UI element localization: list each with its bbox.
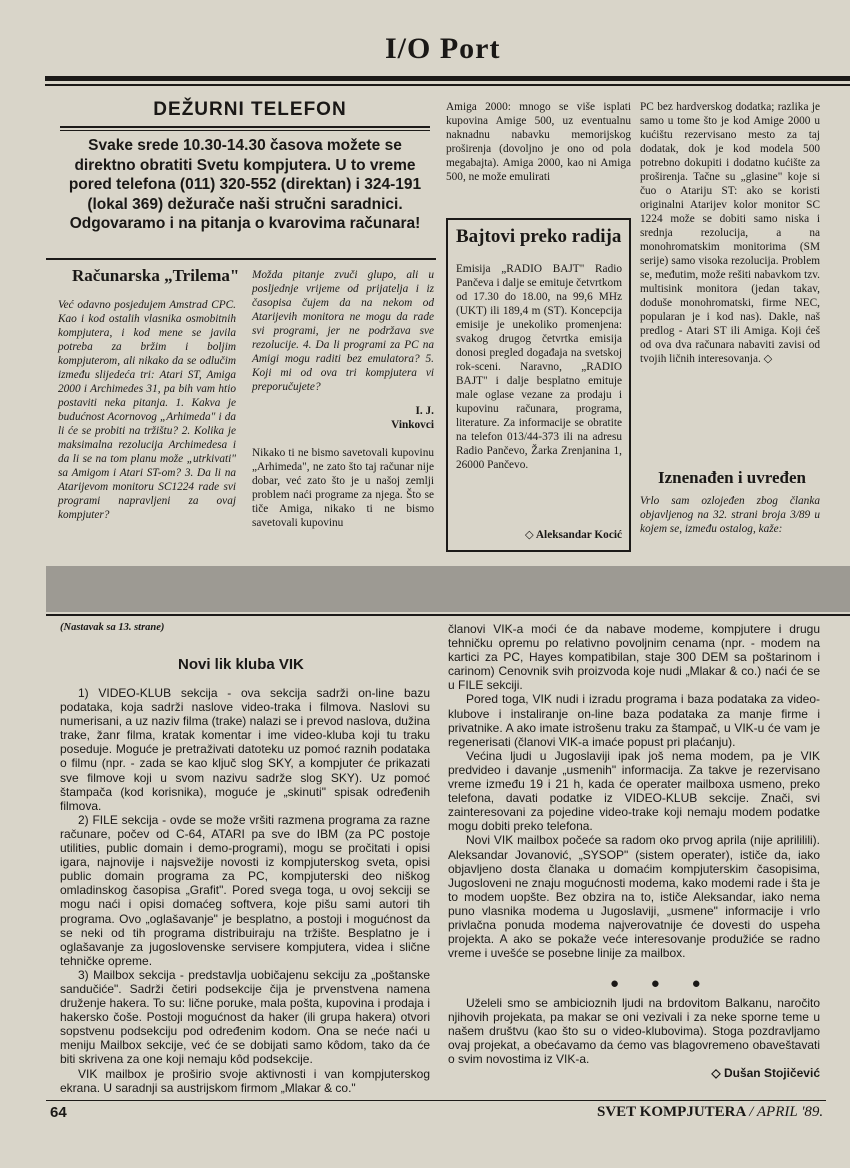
paragraph: članovi VIK-a moći će da nabave modeme, kompjutere i drugu tehničku opremu po relativno povoljnim cenama (npr. - modem na kartici za PC, Hayes kompatibilan, staje 300 DEM sa poštarinom i carinom) Cenovnik svih proizvoda koje nudi „Mlakar & co.) naći će se u FILE sekciji. xyxy=(448,622,820,693)
radio-body: Emisija „RADIO BAJT" Radio Pančeva i dalje se emituje četvrtkom od 17.30 do 18.00, na 99,6 MHz (UKT) ili 189,4 m (ST). Koncepcija emisije je unekoliko promenjena: svakog drugog četvrtka emisija donosi pregled događaja na svetskoj rok-sceni. Naravno, „RADIO BAJT" i dalje besplatno emituje male oglase vezane za prodaju i kupovinu računara, programa, literature. Za informacije se obratite na telefon 013/44-373 ili na adresu Radio Pančevo, Žarka Zrenjanina 1, 26000 Pančevo. xyxy=(456,263,622,471)
dezurni-rule-thin xyxy=(60,130,430,131)
paragraph: VIK mailbox je proširio svoje aktivnosti i van kompjuterskog ekrana. U saradnji sa austrijskom firmom „Mlakar & co." xyxy=(60,1066,430,1095)
header-rule-thin xyxy=(45,84,850,86)
dezurni-rule xyxy=(60,126,430,128)
separator-dots: ● ● ● xyxy=(610,976,715,992)
radio-author: ◇ Aleksandar Kocić xyxy=(525,529,622,541)
paragraph: Uželeli smo se ambicioznih ljudi na brdovitom Balkanu, naročito njihovih projekata, pa makar se oni vezivali i za neke sporne teme u našem društvu (kao što su o video-klubovima). Stoga pozdravljamo ovaj projekat, a obećavamo da ćemo vas blagovremeno obaveštavati o svim novostima iz VIK-a. xyxy=(448,996,820,1067)
continuation-note: (Nastavak sa 13. strane) xyxy=(60,622,165,633)
section-title: I/O Port xyxy=(385,32,501,65)
trilema-letter-cont: Možda pitanje zvuči glupo, ali u posljednje vrijeme od prijatelja i iz časopisa čujem da na nekom od Atarijevih monitora ne mogu da rade svi programi, jer ne podržava sve rezolucije. 4. Da li programi za PC na Amigi mogu raditi bez emulatora? 5. Koji mi od ova tri kompjutera vi preporučujete? xyxy=(252,269,434,393)
trilema-letter: Već odavno posjedujem Amstrad CPC. Kao i kod ostalih vlasnika osmobitnih kompjutera, i kod mene se javila potreba za bržim i boljim kompjuterom, ali nikako da se odlučim između slijedeća tri: Atari ST, Amiga 2000 i Archimedes 31, pa bih vam htio postaviti neka pitanja. 1. Kakva je budućnost Acornovog „Arhimeda" i da li će se probiti na tržištu? 2. Kolika je maksimalna rezolucija Archimedesa i da li se na tom planu može „utrkivati" sa Amigom i Atari ST-om? 3. Da li na Atarijevom monitoru SC1224 rade svi programi napravljeni za ovaj kompjuter? xyxy=(58,299,236,521)
answer-continued: Amiga 2000: mnogo se više isplati kupovina Amige 500, uz eventualnu naknadnu nabavku memorijskog proširenja (dovoljno je ono od pola megabajta). Amiga 2000, kao ni Amiga 500, ne može emulirati xyxy=(446,101,631,183)
issue-date: / APRIL '89. xyxy=(749,1104,824,1120)
header-rule xyxy=(45,76,850,81)
dezurni-title: DEŽURNI TELEFON xyxy=(153,99,347,120)
footer-rule xyxy=(46,1100,826,1101)
trilema-answer: Nikako ti ne bismo savetovali kupovinu „Arhimeda", ne zato što taj računar nije dobar, već zato što je u našoj zemlji problem naći programe za njega. Što se tiče Amiga, nikako ti ne bismo savetovali kupovinu xyxy=(252,447,434,529)
paragraph: 2) FILE sekcija - ovde se može vršiti razmena programa za razne računare, počev od C-64, ATARI pa sve do IBM (za PC postoje utilities, public domain i demo-programi), mogu se pročitati i opisi igara, najnovije i najsvežije novosti iz kompjuterskog sveta, opisi public domain programa za PC, kompjuterski deo niškog omladinskog časopisa „Grafit". Pored svega toga, u ovoj sekciji se mogu naći i opisi domaćeg softvera, koje pišu sami autori tih programa. Ovo „oglašavanje" je besplatno, a postoji i mogućnost da se neki od tih programa distribuiraju na tržište. Besplatno je i oglašavanje za jugoslovenske servisere kompjutera, videa i slične tehničke opreme. xyxy=(60,812,430,968)
vik-author: ◇ Dušan Stojičević xyxy=(711,1066,820,1080)
bottom-rule xyxy=(46,614,850,616)
vik-left-column xyxy=(60,686,430,1095)
iznenaden-body: Vrlo sam ozlojeđen zbog članka objavljenog na 32. strani broja 3/89 u kojem se, između ostalog, kaže: xyxy=(640,495,820,535)
iznenaden-title: Iznenađen i uvređen xyxy=(658,468,806,487)
signature-city: Vinkovci xyxy=(391,419,434,431)
paragraph: 3) Mailbox sekcija - predstavlja uobičajenu sekciju za „poštanske sandučiće". Sadrži četiri podsekcije čija je prvenstvena namena druženje hakera. To su: lične poruke, mala pošta, kupovina i prodaja i hakersko čoše. Postoji mogućnost da haker (ili grupa hakera) otvori sopstvenu podsekciju pod određenim kodom. Ona se neće naći u meniju Mailbox sekcije, već će se dobijati samo kôdom, tako da će biti skrivena za one koji nemaju kôd podsekcije. xyxy=(60,967,430,1067)
dezurni-body: Svake srede 10.30-14.30 časova možete se direktno obratiti Svetu kompjutera. U to vreme pored telefona (011) 320-552 (direktan) i 324-191 (lokal 369) dežurače naši stručni saradnici. Odgovaramo i na pitanja o kvarovima računara! xyxy=(68,137,422,232)
signature-initials: I. J. xyxy=(415,405,434,417)
shaded-band xyxy=(46,566,850,612)
paragraph: Novi VIK mailbox počeće sa radom oko prvog aprila (nije aprililili). Aleksandar Jovanović, „SYSOP" (sistem operater), ističe da, iako objavljeno dosta članaka u domaćim kompjuterskim časopisima, Jugosloveni ne znaju mogućnosti modema, kako modemi rade i šta je to modem uopšte. Bez obzira na to, ističe Aleksandar, iako nema puno vlasnika modema u Jugoslaviji, „usmene" informacije i vrlo privlačna ponuda modema najverovatnije će dovesti do uspeha projekta. A ako se pokaže veće interesovanje produžiće se radno vreme i uvešće se posebne linije za mailbox. xyxy=(448,833,820,961)
footer-magazine xyxy=(597,1104,823,1121)
answer-continued-2: PC bez hardverskog dodatka; razlika je samo u tome što je kod Amige 2000 u kućištu rezervisano mesto za taj dodatak, dok je kod modela 500 potrebno dokupiti i dodatno kućište za proširenja. Tačne su „glasine" koje si čuo o Atariju ST: ako se koristi originalni Atarijev kolor monitor SC 1224 može se dobiti samo niska i srednja rezolucija, a na monohromatskim monitorima (SM serije) samo visoka rezolucija. Problem se, međutim, može rešiti nabavkom tzv. multisink monitora (jedan takav, doduše monohromatski, firme NEC, popularan je i kod nas). Dakle, naš predlog - Atari ST ili Amiga. Koji ćeš od ova dva računara nabaviti zavisi od tvojih ličnih interesovanja. ◇ xyxy=(640,101,820,365)
paragraph: Pored toga, VIK nudi i izradu programa i baza podataka za video-klubove i instaliranje on-line baza podataka za manje firme i privatnike. A ako imate istrošenu traku za štampač, u VIK-u će vam je regenerisati (članovi VIK-a imaće popust pri plaćanju). xyxy=(448,692,820,749)
trilema-title: Računarska „Trilema" xyxy=(72,266,240,285)
vik-closing xyxy=(448,996,820,1066)
paragraph: 1) VIDEO-KLUB sekcija - ova sekcija sadrži on-line bazu podataka, koja sadrži naslove video-traka i filmova. Naslovi su numerisani, a uz naziv filma (trake) nalazi se i prevod naslova, dužina trake, žanr filma, kratak komentar i ime video-kluba koji tu traku poseduje. Moguće je pretraživati datoteku uz pomoć raznih podataka o filmu (npr. - zada se kao ključ slog SKY, a kompjuter će prikazati sve filmove koji u svom nazivu sadrže slog SKY). Uz pomoć štampača (kod korisnika), moguće je „skinuti" spisak određenih filmova. xyxy=(60,686,430,813)
vik-title: Novi lik kluba VIK xyxy=(178,656,304,673)
magazine-name: SVET KOMPJUTERA xyxy=(597,1104,746,1120)
page-number: 64 xyxy=(50,1104,67,1121)
divider xyxy=(46,258,436,260)
paragraph: Većina ljudi u Jugoslaviji ipak još nema modem, pa je VIK predvideo i davanje „usmenih" informacija. Za takve je rezervisano vreme između 19 i 21 h, kada će operater mailboxa usmeno, preko telefona, davati podatke iz VIDEO-KLUB sekcije. Znači, svi zainteresovani za pojedine video-trake koji nemaju modem podatke mogu dobiti preko telefona. xyxy=(448,748,820,834)
vik-right-column xyxy=(448,622,820,960)
radio-title: Bajtovi preko radija xyxy=(456,226,622,247)
